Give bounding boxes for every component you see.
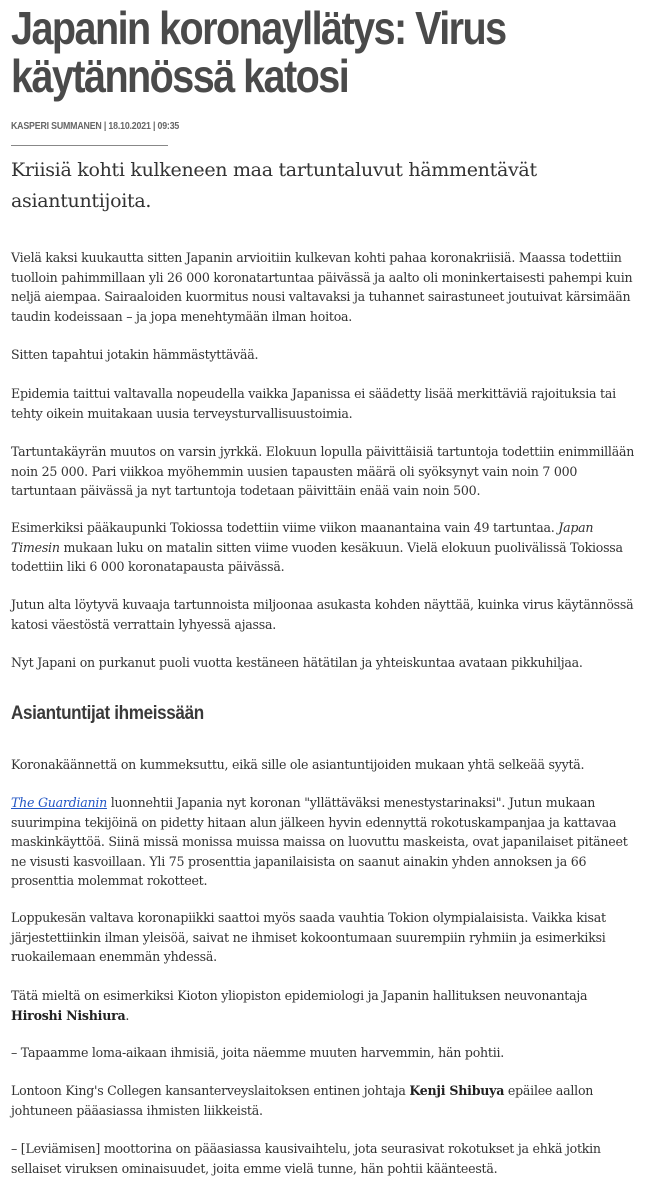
paragraph: – [Leviämisen] moottorina on pääasiassa kausivaihtelu, jota seurasivat rokotukset ja ehkä jotkin sellaiset viruksen ominaisuudet, joita emme vielä tunne, hän pohtii käänteestä.: [11, 1141, 601, 1176]
text: luonnehtii Japania nyt koronan "yllättäväksi menestystarinaksi". Jutun mukaan suurimpina tekijöinä on pidetty hitaan alun jälkeen hyvin edennyttä rokotuskampanjaa ja kattavaa maskinkäyttöä. Siinä missä monissa muissa maissa on luovuttu maskeista, ovat japanilaiset pitäneet ne visusti kasvoillaan. Yli 75 prosenttia japanilaisista on saanut ainakin yhden annoksen ja 66 prosenttia molemmat rokotteet.: [11, 795, 628, 888]
person-name: Hiroshi Nishiura: [11, 1007, 126, 1023]
article-title: Japanin koronayllätys: Virus käytännössä katosi: [11, 2, 506, 102]
paragraph: [11, 793, 636, 891]
byline: KASPERI SUMMANEN | 18.10.2021 | 09:35: [11, 121, 180, 132]
section-heading: Asiantuntijat ihmeissään: [11, 703, 204, 724]
paragraph: Sitten tapahtui jotakin hämmästyttävää.: [11, 347, 259, 362]
article: [11, 0, 641, 1176]
text: Tätä mieltä on esimerkiksi Kioton yliopiston epidemiologi ja Japanin hallituksen neuvonantaja: [11, 988, 588, 1003]
text: .: [125, 1007, 130, 1023]
publication-name: Japan Timesin: [11, 520, 594, 555]
paragraph: Epidemia taittui valtavalla nopeudella vaikka Japanissa ei säädetty lisää merkittäviä rajoituksia tai tehty oikein muitakaan uusia terveysturvallisuustoimia.: [11, 386, 616, 421]
article-lead: Kriisiä kohti kulkeneen maa tartuntaluvut hämmentävät asiantuntijoita.: [11, 159, 537, 212]
paragraph: Koronakäännettä on kummeksuttu, eikä sille ole asiantuntijoiden mukaan yhtä selkeää syytä.: [11, 757, 585, 772]
paragraph: Vielä kaksi kuukautta sitten Japanin arvioitiin kulkevan kohti pahaa koronakriisiä. Maassa todettiin tuolloin pahimmillaan yli 26 000 koronatartuntaa päivässä ja aalto oli moninkertaisesti pahempi kuin neljä aiempaa. Sairaaloiden kuormitus nousi valtavaksi ja tuhannet sairastuneet joutuivat kärsimään taudin kodeissaan – ja jopa menehtymään ilman hoitoa.: [11, 250, 633, 324]
paragraph: [11, 518, 636, 577]
text: mukaan luku on matalin sitten viime vuoden kesäkuun. Vielä elokuun puolivälissä Tokiossa todettiin liki 6 000 koronatapausta päivässä.: [11, 539, 623, 574]
paragraph: Tartuntakäyrän muutos on varsin jyrkkä. Elokuun lopulla päivittäisiä tartuntoja todettiin enimmillään noin 25 000. Pari viikkoa myöhemmin uusien tapausten määrä oli syöksynyt vain noin 7 000 tartuntaan päivässä ja nyt tartuntoja todetaan päivittäin enää vain noin 500.: [11, 444, 635, 498]
paragraph: [11, 1081, 636, 1120]
guardian-link[interactable]: The Guardianin: [11, 795, 108, 810]
paragraph: – Tapaamme loma-aikaan ihmisiä, joita näemme muuten harvemmin, hän pohtii.: [11, 1045, 505, 1060]
byline-divider: [11, 145, 168, 146]
text: epäilee aallon johtuneen pääasiassa ihmisten liikkeistä.: [11, 1083, 594, 1118]
paragraph: Jutun alta löytyvä kuvaaja tartunnoista miljoonaa asukasta kohden näyttää, kuinka virus käytännössä katosi väestöstä verrattain lyhyessä ajassa.: [11, 597, 634, 632]
text: Lontoon King's Collegen kansanterveyslaitoksen entinen johtaja: [11, 1083, 410, 1098]
text: Esimerkiksi pääkaupunki Tokiossa todettiin viime viikon maanantaina vain 49 tartuntaa.: [11, 520, 559, 535]
paragraph: [11, 986, 636, 1025]
paragraph: Nyt Japani on purkanut puoli vuotta kestäneen hätätilan ja yhteiskuntaa avataan pikkuhiljaa.: [11, 655, 583, 670]
paragraph: Loppukesän valtava koronapiikki saattoi myös saada vauhtia Tokion olympialaisista. Vaikka kisat järjestettiinkin ilman yleisöä, saivat ne ihmiset kokoontumaan suurempiin ryhmiin ja esimerkiksi ruokailemaan enemmän yhdessä.: [11, 910, 606, 964]
person-name: Kenji Shibuya: [409, 1083, 505, 1098]
